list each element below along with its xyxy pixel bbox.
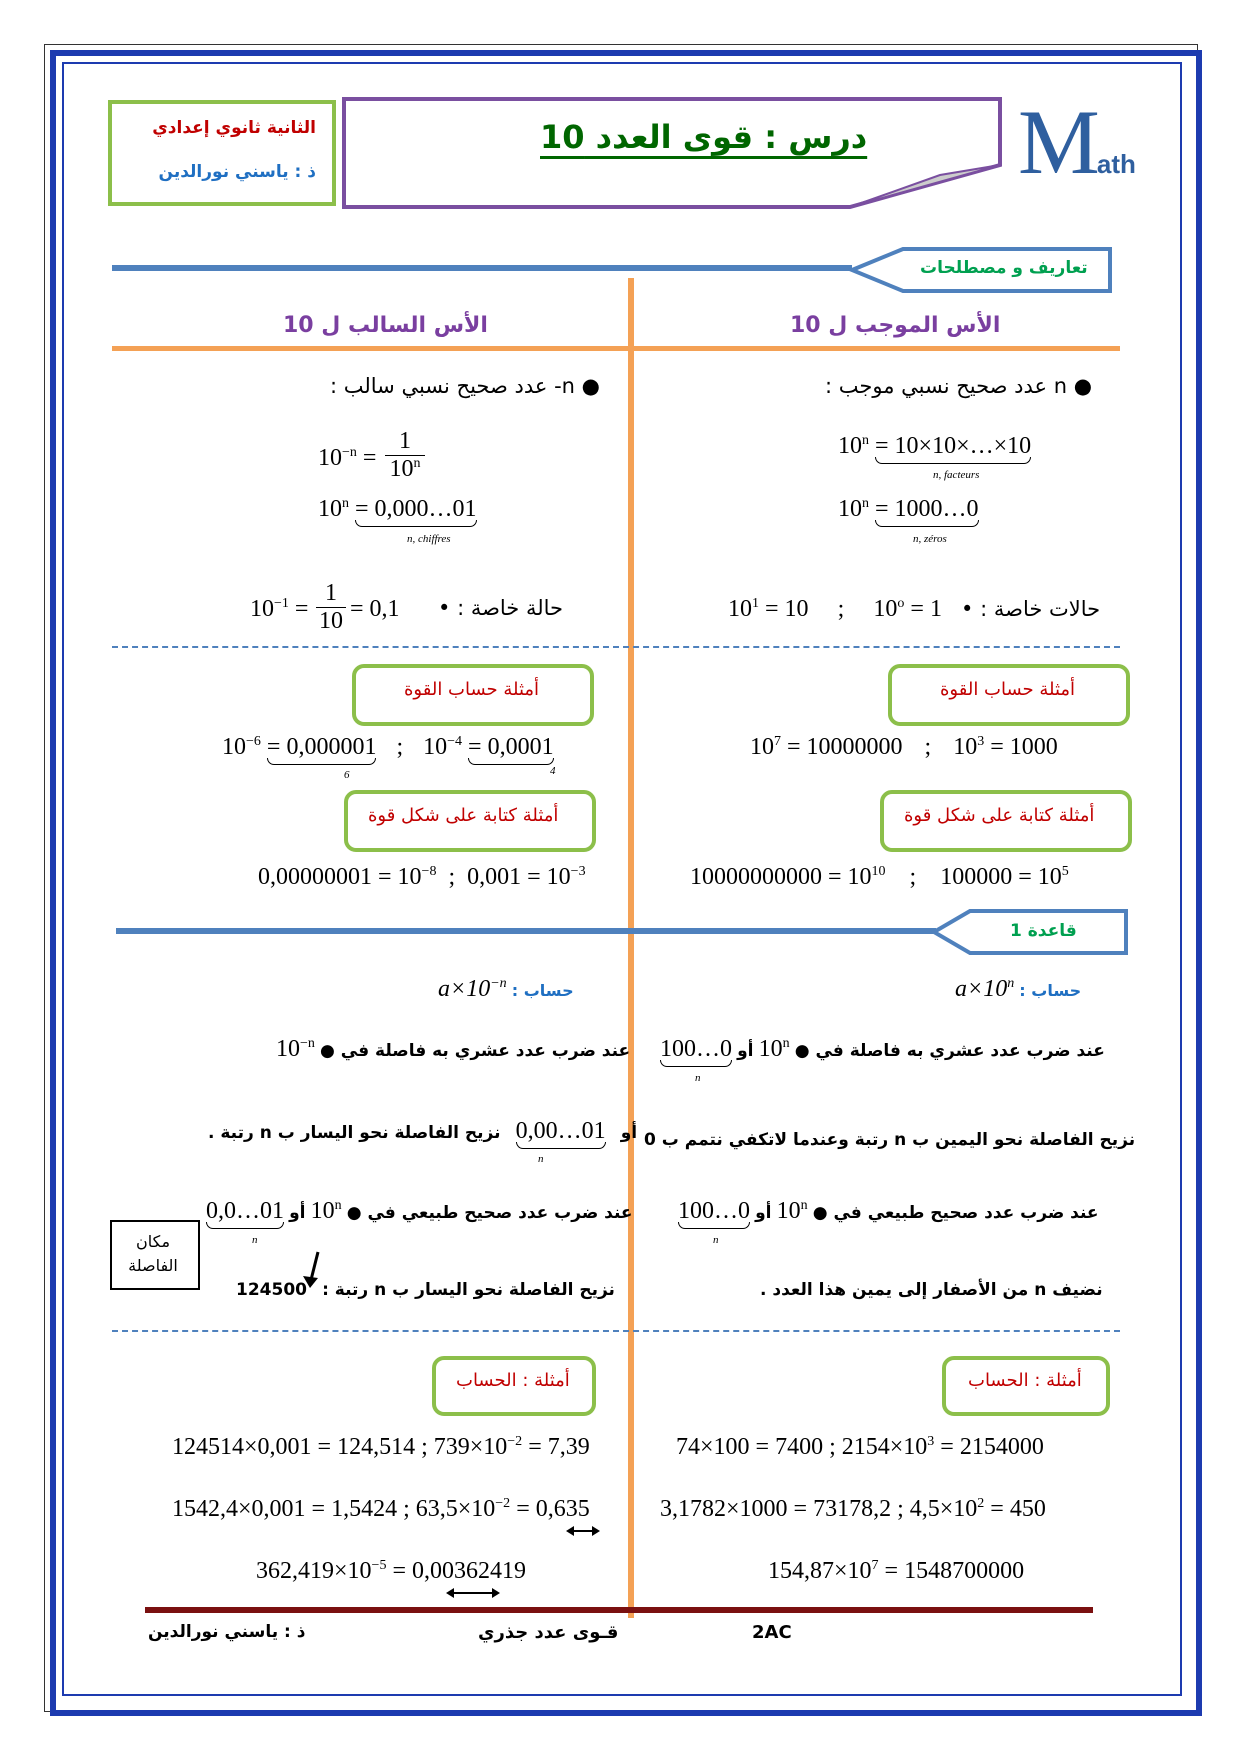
footer-teacher: ذ : ياسني نورالدين <box>148 1622 306 1642</box>
f2-exp: n <box>862 496 869 511</box>
r-b1-rule: نزيح الفاصلة نحو اليمين ب n رتبة وعندما لاتكفي نتمم ب 0 <box>644 1130 1136 1150</box>
neg-ex2-sub: 6 <box>344 769 350 781</box>
neg-special-case <box>250 596 308 623</box>
rule-line <box>116 928 936 934</box>
dashed-separator-1 <box>112 646 1120 648</box>
lesson-title: درس : قوى العدد 10 <box>540 118 868 156</box>
r-b2-text: عند ضرب عدد صحيح طبيعي في ● <box>812 1203 1099 1223</box>
f1-product: = 10×10×…×10 <box>875 433 1032 459</box>
column-divider <box>628 278 634 1618</box>
special-cases-label: حالات خاصة : • <box>961 597 1101 621</box>
pos-calc-examples: $10^7 = 10000000$ ; $10^3 = 1000$ <box>750 734 1058 760</box>
r-b1-alt: 100…0 <box>660 1036 732 1062</box>
positive-definition <box>825 374 1092 398</box>
neg-formula-1-fraction <box>385 428 425 483</box>
r-calc: $a\times 10^n$ حساب : <box>955 976 1082 1002</box>
section-title: تعاريف و مصطلحات <box>920 258 1088 278</box>
nf1-eq: = <box>362 445 377 471</box>
neg-ex1-sub: 4 <box>550 765 556 777</box>
special-case-label: حالة خاصة : • <box>438 596 563 620</box>
logo-small: ath <box>1096 149 1136 179</box>
nf1-base: 10 <box>318 445 342 471</box>
negative-heading: الأس السالب ل 10 <box>283 313 488 338</box>
bullet: ● <box>574 374 600 398</box>
nspecial-fraction <box>316 580 346 635</box>
l-b2-text: عند ضرب عدد صحيح طبيعي في ● <box>346 1203 633 1223</box>
rule-title: قاعدة 1 <box>1010 921 1077 941</box>
neg-write-examples: $0,00000001 = 10^{-8}$ ; $0,001 = 10^{-3}$ <box>258 864 586 890</box>
pos-examples-label: أمثلة : الحساب <box>968 1370 1082 1391</box>
r-b2-rule: نضيف n من الأصفار إلى يمين هذا العدد . <box>760 1280 1103 1300</box>
teacher-text: ذ : ياسني نورالدين <box>158 162 316 182</box>
pos-special-cases <box>728 596 1100 623</box>
comma-place-label: مكان الفاصلة <box>128 1232 178 1275</box>
nspecial-den: 10 <box>319 608 343 634</box>
pos-formula-1-sub: n, facteurs <box>933 469 980 481</box>
r-bullet-2: 100…0 أو 10$^n$ عند ضرب عدد صحيح طبيعي في ● <box>678 1198 1099 1224</box>
neg-example-3: $362,419\times 10^{-5} = 0,00362419$ <box>256 1558 526 1584</box>
negative-def-text: n- عدد صحيح نسبي سالب : <box>330 374 575 398</box>
l-calc-label: حساب : <box>511 981 574 1000</box>
bullet: ● <box>1067 374 1093 398</box>
l-b2-sub: n <box>252 1234 258 1246</box>
l-b2-rule: نزيح الفاصلة نحو اليسار ب n رتبة : <box>322 1280 615 1300</box>
neg-example-2: 1542,4×0,001 = 1,5424 ; $63,5\times 10^{-2} = 0,635$ <box>172 1496 590 1522</box>
l-b1-alt-line <box>208 1118 637 1145</box>
logo-big: M <box>1018 91 1100 193</box>
r-bullet-1: 100…0 أو 10$^n$ عند ضرب عدد عشري به فاصلة في ● <box>660 1036 1105 1062</box>
f1-exp: n <box>862 433 869 448</box>
f1-base: 10 <box>838 433 862 459</box>
l-b1-alt: 0,00…01 <box>515 1118 606 1144</box>
r-b1-text: عند ضرب عدد عشري به فاصلة في ● <box>794 1041 1105 1061</box>
special-a: 10$^o$ = 1 <box>873 596 942 622</box>
l-b2-alt: 0,0…01 <box>206 1198 284 1224</box>
pos-example-3: $154,87\times 10^7 = 1548700000$ <box>768 1558 1025 1584</box>
r-or: أو <box>737 1041 754 1061</box>
l-calc: $a\times 10^{-n}$ حساب : <box>438 976 574 1002</box>
double-arrow-1 <box>566 1524 600 1538</box>
negative-definition <box>330 374 600 398</box>
nf2-base: 10 <box>318 496 342 522</box>
l-b1-rule: نزيح الفاصلة نحو اليسار ب n رتبة . <box>208 1123 501 1143</box>
f2-zeros: = 1000…0 <box>875 496 979 522</box>
nf1-den: 10$^n$ <box>389 456 421 482</box>
l-b1-sub: n <box>538 1153 544 1165</box>
pos-formula-2-sub: n, zéros <box>913 533 947 545</box>
nf1-num: 1 <box>385 428 425 456</box>
r-b2-alt: 100…0 <box>678 1198 750 1224</box>
l-or: أو <box>620 1123 638 1143</box>
header-level-box <box>108 100 336 206</box>
l-bullet-1: $10^{-n}$ عند ضرب عدد عشري به فاصلة في ● <box>276 1036 631 1062</box>
nspecial-lhs: $10^{-1}$ = <box>250 596 309 622</box>
nspecial-num: 1 <box>316 580 346 608</box>
neg-formula-2 <box>318 496 477 523</box>
positive-heading: الأس الموجب ل 10 <box>790 313 1001 338</box>
nf2-exp: n <box>342 496 349 511</box>
neg-examples-label: أمثلة : الحساب <box>456 1370 570 1391</box>
neg-example-1: 124514×0,001 = 124,514 ; $739\times 10^{-2} = 7,39$ <box>172 1434 590 1460</box>
pos-calc-examples-label: أمثلة حساب القوة <box>940 679 1076 700</box>
pos-write-examples-label: أمثلة كتابة على شكل قوة <box>904 805 1095 826</box>
r-calc-label: حساب : <box>1019 981 1082 1000</box>
nf1-exp: −n <box>342 445 357 460</box>
l-b1-text: عند ضرب عدد عشري به فاصلة في ● <box>320 1041 631 1061</box>
pos-example-2: 3,1782×1000 = 73178,2 ; $4,5\times 10^2 = 450$ <box>660 1496 1046 1522</box>
nf2-decimal: = 0,000…01 <box>355 496 477 522</box>
double-arrow-2 <box>446 1586 500 1600</box>
level-text: الثانية ثانوي إعدادي <box>152 118 316 138</box>
nspecial-val: = 0,1 <box>350 596 400 622</box>
r-b2-sub: n <box>713 1234 719 1246</box>
neg-calc-examples-label: أمثلة حساب القوة <box>404 679 540 700</box>
l-b2-num: 124500 <box>236 1280 307 1300</box>
pos-formula-1 <box>838 433 1031 460</box>
pos-formula-2 <box>838 496 979 523</box>
heading-line <box>112 346 1120 351</box>
neg-write-examples-label: أمثلة كتابة على شكل قوة <box>368 805 559 826</box>
r-b1-sub: n <box>695 1072 701 1084</box>
section-line <box>112 265 852 271</box>
f2-base: 10 <box>838 496 862 522</box>
l-bullet-2-rule <box>236 1280 615 1300</box>
special-b: $10^1 = 10$ <box>728 596 809 622</box>
neg-calc-examples: $10^{-6} = 0,000001$ ; $10^{-4} = 0,0001$ <box>222 734 554 760</box>
neg-formula-1 <box>318 445 376 472</box>
positive-def-text: n عدد صحيح نسبي موجب : <box>825 374 1068 398</box>
l-bullet-2: 0,0…01 أو 10$^n$ عند ضرب عدد صحيح طبيعي في ● <box>206 1198 633 1224</box>
dashed-separator-2 <box>112 1330 1120 1332</box>
pos-example-1: 74×100 = 7400 ; $2154\times 10^3 = 2154000$ <box>676 1434 1044 1460</box>
pos-write-examples: $10000000000 = 10^{10}$ ; $100000 = 10^5$ <box>690 864 1069 890</box>
special-sep: ; <box>837 596 845 622</box>
footer-line <box>145 1607 1093 1613</box>
footer-class: 2AC <box>752 1622 792 1643</box>
footer-title: قـوى عدد جذري <box>478 1622 619 1643</box>
neg-formula-2-sub: n, chiffres <box>407 533 451 545</box>
math-logo <box>1018 91 1136 193</box>
